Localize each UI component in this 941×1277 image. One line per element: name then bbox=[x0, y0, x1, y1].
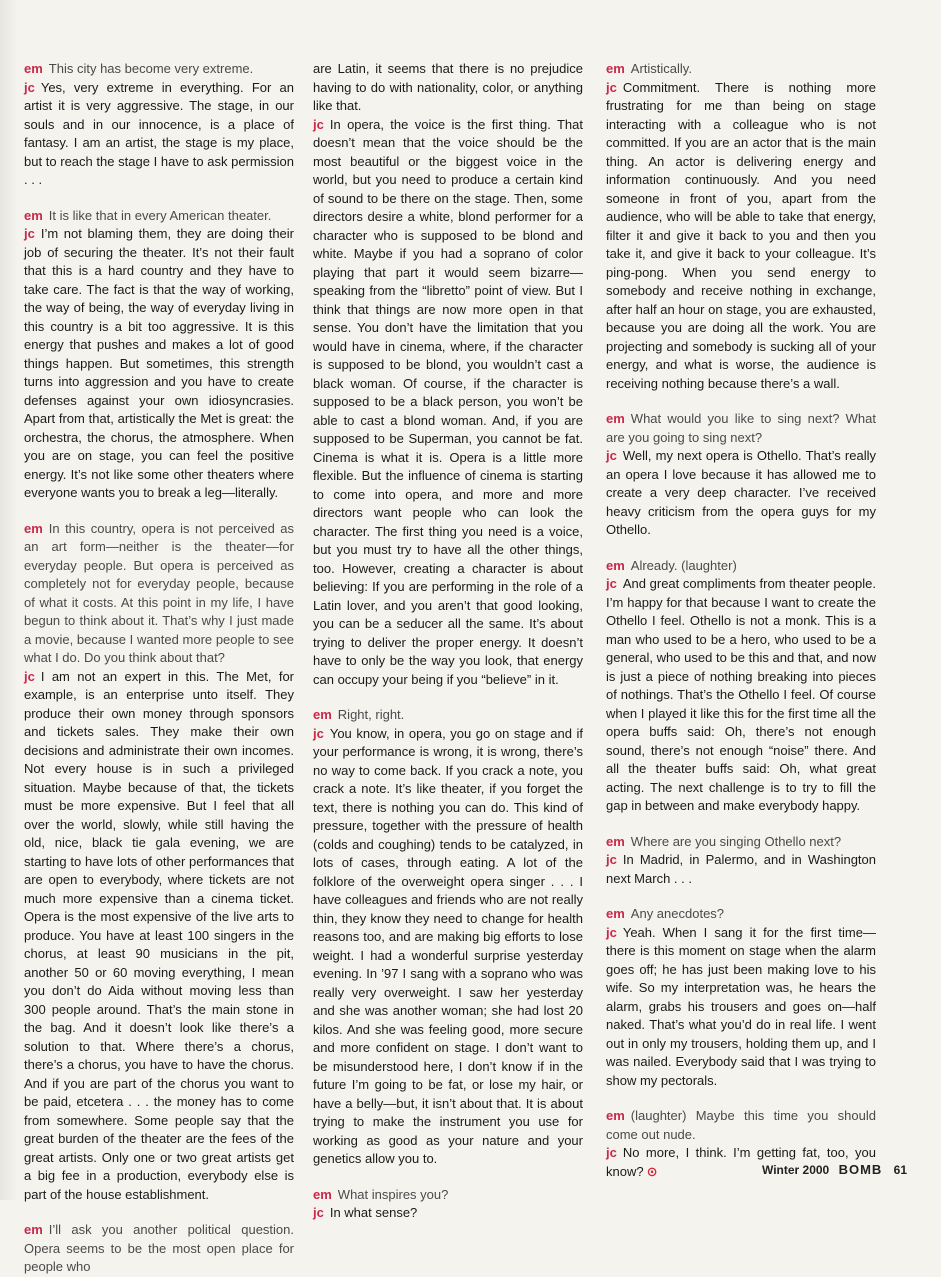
interviewer-turn bbox=[606, 557, 876, 576]
speaker-label: jc bbox=[24, 668, 35, 684]
interview-answer bbox=[606, 851, 876, 888]
turn-text: In opera, the voice is the first thing. That doesn’t mean that the voice should be the most beautiful or the biggest voice in the world, but you need to produce a certain kind of sound to be there on the stage. Then, some directors desire a white, blond performer for a character who is supposed to be blond and white. Maybe if you had a soprano of color playing that part it would seem bizarre—speaking from the “libretto” point of view. But I think that things are now more open in that sense. You don’t have the limitation that you would have in cinema, where, if the character is supposed to be blond, you wouldn’t cast a black woman. Of course, if the character is supposed to be a black person, you won’t be able to cast a blond woman. And, if you are supposed to be Superman, you cannot be fat. Cinema is what it is. Opera is a little more flexible. But the influence of cinema is starting to come into opera, and more and more directors want people who can look the character. The first thing you need is a voice, but you must try to have all the other things, too. However, creating a character is about believing: If you are performing in the role of a Latin lover, and you aren’t that good looking, you can be a seducer all the same. It’s about trying to deliver the proper energy. It doesn’t have to only be the way you look, that energy can occupy your being if you “believe” in it. bbox=[313, 116, 583, 687]
speaker-label: em bbox=[606, 1108, 625, 1123]
interview-answer bbox=[313, 725, 583, 1169]
turn-text: I’ll ask you another political question. Opera seems to be the most open place for people who bbox=[24, 1222, 294, 1274]
interview-answer bbox=[24, 225, 294, 503]
turn-text: I am not an expert in this. The Met, for example, is an enterprise unto itself. They produce their own money through sponsors and tickets sales. They make their own decisions and administrate their own incomes. Not every house is in such a privileged situation. Maybe because of that, the tickets must be more expensive. But I feel that all over the world, slowly, while still having the old, nice, black tie gala evening, we are starting to have lots of other performances that are open to everybody, where tickets are not much more expensive than a cinema ticket. Opera is the most expensive of the live arts to produce. You have at least 100 singers in the chorus, at least 90 musicians in the pit, another 50 or 60 moving everything, I mean you don’t do Aida without moving less than 300 people around. That’s the main stone in the bag. And it doesn’t look like there’s a solution to that. Where there’s a chorus, there’s a chorus, you have to have the chorus. And if you are part of the chorus you want to be paid, etcetera . . . the money has to come from somewhere. Some people say that the great burden of the theater are the fees of the great artists. Only one or two great artists get a big fee in a production, everybody else is part of the house establishment. bbox=[24, 668, 294, 1202]
column-1 bbox=[24, 60, 294, 1277]
interviewer-turn bbox=[24, 207, 294, 226]
speaker-label: em bbox=[606, 411, 625, 426]
speaker-label: em bbox=[24, 61, 43, 76]
issue-season: Winter 2000 bbox=[761, 1163, 830, 1177]
speaker-label: em bbox=[24, 520, 43, 536]
interviewer-turn bbox=[606, 833, 876, 852]
interview-answer bbox=[606, 924, 876, 1091]
interview-answer bbox=[313, 60, 583, 116]
speaker-label: jc bbox=[606, 924, 617, 940]
interviewer-turn bbox=[313, 706, 583, 725]
interviewer-turn bbox=[606, 1107, 876, 1144]
speaker-label: jc bbox=[24, 79, 35, 95]
turn-text: In what sense? bbox=[329, 1205, 418, 1220]
speaker-label: jc bbox=[24, 226, 35, 241]
speaker-label: jc bbox=[606, 852, 617, 867]
interview-answer bbox=[606, 447, 876, 540]
interviewer-turn bbox=[24, 1221, 294, 1277]
interview-answer bbox=[24, 668, 294, 1205]
speaker-label: em bbox=[313, 1186, 332, 1202]
turn-text: This city has become very extreme. bbox=[48, 61, 254, 76]
page-number: 61 bbox=[893, 1163, 907, 1177]
interview-answer bbox=[24, 79, 294, 190]
interview-answer bbox=[606, 79, 876, 394]
column-3 bbox=[606, 60, 876, 1181]
turn-text: What would you like to sing next? What are you going to sing next? bbox=[606, 411, 876, 445]
speaker-label: jc bbox=[606, 576, 617, 591]
speaker-label: em bbox=[24, 1222, 43, 1237]
turn-text: And great compliments from theater people. I’m happy for that because I want to create the Othello I feel. Othello is not a monk. This is a man who used to be a hero, who used to be a general, who used to be this and that, and now is just a piece of nothing breaking into pieces of nothings. That’s the Othello I feel. Of course when I played it like this for the first time all the opera buffs said: Oh, there’s not enough sound, there’s not enough “noise” there. And all the theater buffs said: Oh, what great acting. The next challenge is to try to fill the gap in between and make everybody happy. bbox=[606, 576, 876, 813]
interview-answer bbox=[313, 116, 583, 690]
page-footer bbox=[762, 1162, 907, 1177]
speaker-label: em bbox=[606, 61, 625, 76]
turn-text: It is like that in every American theater. bbox=[48, 207, 272, 223]
page-gutter-shadow bbox=[0, 0, 18, 1200]
turn-text: Any anecdotes? bbox=[630, 906, 725, 921]
speaker-label: jc bbox=[606, 1145, 617, 1160]
interview-answer bbox=[313, 1204, 583, 1223]
interviewer-turn bbox=[313, 1186, 583, 1205]
turn-text: are Latin, it seems that there is no prejudice having to do with nationality, color, or anything like that. bbox=[313, 61, 583, 113]
turn-text: Right, right. bbox=[337, 707, 405, 722]
speaker-label: jc bbox=[606, 448, 617, 463]
turn-text: I’m not blaming them, they are doing their job of securing the theater. It’s not their fault that this is a hard country and they have to take care. The fact is that the way of working, the way of being, the way of everyday living in this country is a bit too aggressive. It is this energy that pushes and makes a lot of good things happen. But sometimes, this strength turns into aggression and you have to create defenses against your own idiosyncrasies. Apart from that, artistically the Met is great: the orchestra, the chorus, the atmosphere. When you are on stage, you can feel the positive energy. It’s not like some other theaters where everyone wants you to break a leg—literally. bbox=[24, 226, 294, 500]
end-of-article-icon: ⊙ bbox=[646, 1163, 658, 1179]
column-2 bbox=[313, 60, 583, 1223]
turn-text: Yes, very extreme in everything. For an artist it is very aggressive. The stage, in our souls and in our innocence, is a place of fantasy. I am an artist, the stage is my place, but to reach the stage I have to ask permission . . . bbox=[24, 79, 294, 187]
turn-text: In Madrid, in Palermo, and in Washington next March . . . bbox=[606, 852, 876, 886]
interview-answer bbox=[606, 575, 876, 816]
turn-text: In this country, opera is not perceived as an art form—neither is the theater—for everyday people. But opera is perceived as completely not for everyday people, because of what it costs. At this point in my life, I have begun to think about it. That’s why I just made a movie, because I wanted more people to see what I do. Do you think about that? bbox=[24, 520, 294, 665]
turn-text: No more, I think. I’m getting fat, too, you know? bbox=[606, 1145, 876, 1179]
speaker-label: em bbox=[313, 707, 332, 722]
turn-text: Where are you singing Othello next? bbox=[630, 833, 842, 849]
speaker-label: jc bbox=[313, 725, 324, 741]
turn-text: Artistically. bbox=[630, 61, 692, 76]
interviewer-turn bbox=[606, 60, 876, 79]
interviewer-turn bbox=[606, 410, 876, 447]
magazine-name: BOMB bbox=[838, 1162, 883, 1177]
turn-text: You know, in opera, you go on stage and if your performance is wrong, it is wrong, there’s no way to come back. If you crack a note, you crack a note. It’s like theater, if you forget the text, there is nothing you can do. This kind of pressure, together with the pressure of health (colds and coughing) tends to be catalyzed, in lots of cases, through eating. A lot of the folklore of the overweight opera singer . . . I have colleagues and friends who are not really thin, they know they need to change for health reasons too, and are making big efforts to lose weight. I had a wonderful surprise yesterday evening. In ’97 I sang with a soprano who was really very overweight. I saw her yesterday and she was another woman; she had lost 20 kilos. And she was feeling good, more secure and more confident on stage. I don’t want to be misunderstood here, I don’t know if in the future I’m going to be fat, or lose my hair, or have a belly—but, it isn’t about that. It is about trying to make the instrument you use for working as good as your nature and your genetics allow you to. bbox=[313, 725, 583, 1166]
speaker-label: em bbox=[606, 557, 625, 573]
turn-text: Already. (laughter) bbox=[630, 557, 737, 573]
speaker-label: em bbox=[606, 833, 625, 849]
speaker-label: jc bbox=[313, 116, 324, 132]
interviewer-turn bbox=[24, 520, 294, 668]
interviewer-turn bbox=[606, 905, 876, 924]
speaker-label: em bbox=[24, 207, 43, 223]
interviewer-turn bbox=[24, 60, 294, 79]
turn-text: Commitment. There is nothing more frustrating for me than being on stage interacting with a colleague who is not committed. If you are an actor that is the main thing. An actor is delivering energy and information continuously. And you need someone in front of you, apart from the audience, who will be able to take that energy, filter it and give it back to you and then you take it, and give it back to your colleague. It’s ping-pong. When you send energy to somebody and receive nothing in exchange, after half an hour on stage, you are exhausted, because you are doing all the work. You are projecting and somebody is sucking all of your energy, and what is worse, the audience is receiving nothing because there’s a wall. bbox=[606, 79, 876, 391]
speaker-label: jc bbox=[313, 1205, 324, 1220]
speaker-label: em bbox=[606, 906, 625, 921]
turn-text: Yeah. When I sang it for the first time—there is this moment on stage when the alarm goes off; he has just been making love to his wife. So my interpretation was, he hears the alarm, grabs his trousers and goes on—half naked. That’s what you’d do in real life. I went out in only my trousers, holding them up, and I was nailed. Everybody said that I was trying to show my pectorals. bbox=[606, 924, 876, 1088]
turn-text: What inspires you? bbox=[337, 1186, 449, 1202]
turn-text: Well, my next opera is Othello. That’s really an opera I love because it has allowed me to create a very deep character. I’ve received heavy criticism from the opera guys for my Othello. bbox=[606, 448, 876, 537]
speaker-label: jc bbox=[606, 79, 617, 95]
turn-text: (laughter) Maybe this time you should come out nude. bbox=[606, 1108, 876, 1142]
